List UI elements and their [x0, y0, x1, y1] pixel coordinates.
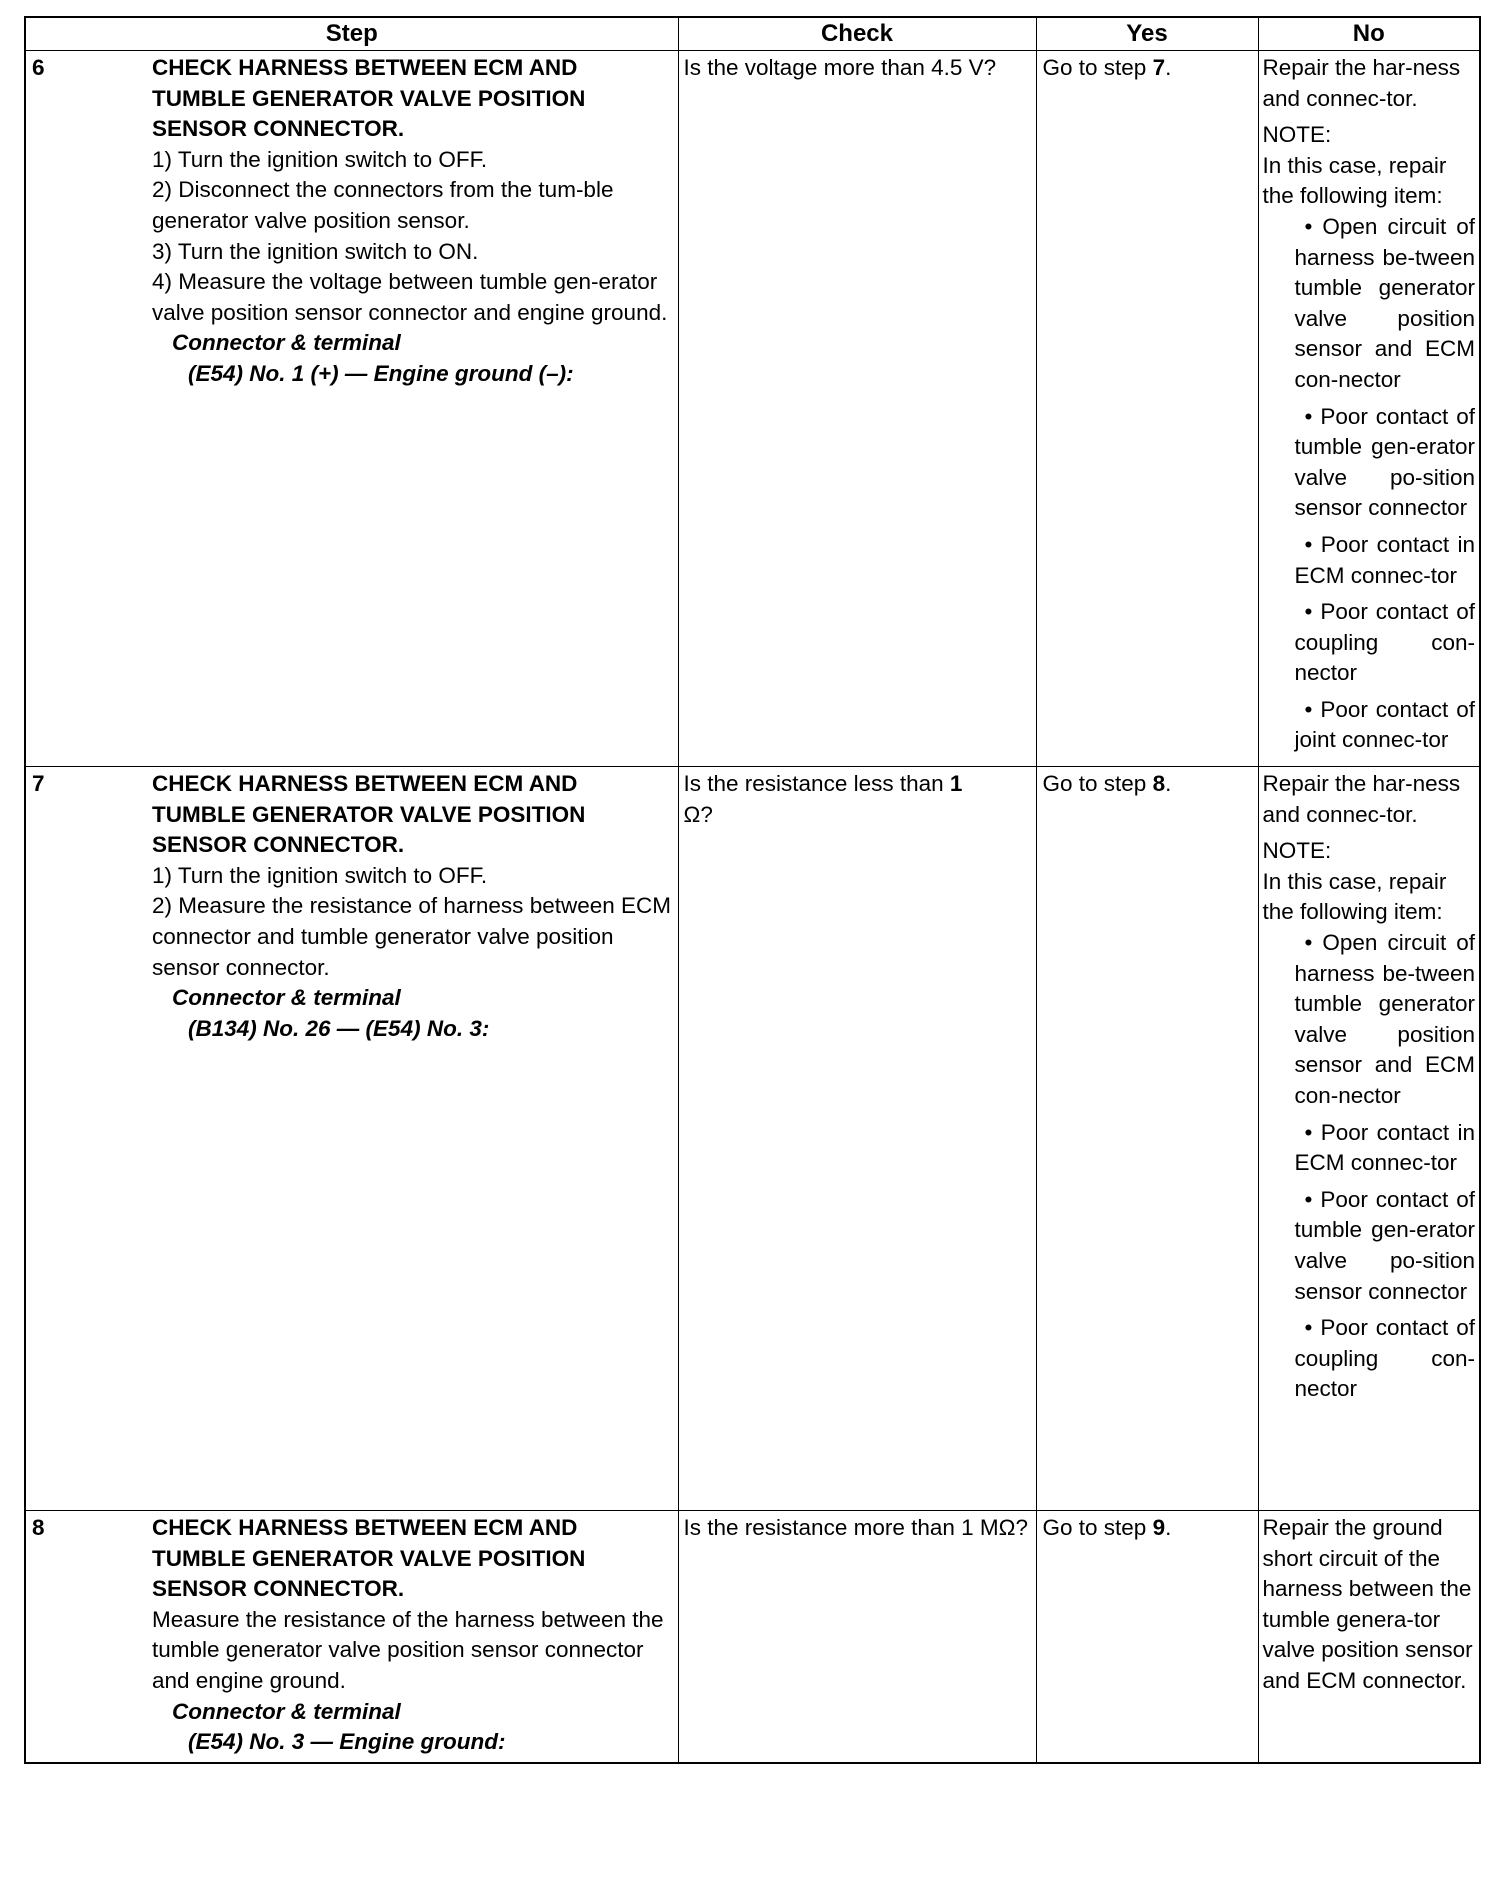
connector-terminal: (E54) No. 3 — Engine ground:	[188, 1729, 506, 1755]
connector-heading: Connector & terminal	[172, 330, 401, 356]
no-action: Repair the ground short circuit of the harness between the tumble genera-tor valve position sensor and ECM connector.	[1262, 1515, 1473, 1694]
no-action: Repair the har-ness and connec-tor.	[1262, 771, 1461, 827]
note-label: NOTE:	[1262, 838, 1332, 864]
step-title: CHECK HARNESS BETWEEN ECM AND TUMBLE GENERATOR VALVE POSITION SENSOR CONNECTOR.	[152, 1515, 586, 1602]
check-cell	[678, 51, 1036, 767]
step-number: 8	[32, 1515, 45, 1541]
no-cell	[1258, 51, 1480, 767]
check-cell	[678, 767, 1036, 1511]
instruction: 1) Turn the ignition switch to OFF.	[152, 862, 488, 888]
no-cell	[1258, 767, 1480, 1511]
no-action: Repair the har-ness and connec-tor.	[1262, 55, 1461, 111]
table-row	[25, 51, 1480, 767]
repair-item-list	[1263, 928, 1476, 1405]
connector-terminal: (B134) No. 26 — (E54) No. 3:	[188, 1015, 490, 1041]
list-item: • Poor contact of tumble gen-erator valve po-sition sensor connector	[1294, 1186, 1475, 1304]
note-intro: In this case, repair the following item:	[1262, 152, 1447, 209]
list-item: • Poor contact of joint connec-tor	[1294, 696, 1475, 753]
connector-heading: Connector & terminal	[172, 1698, 401, 1724]
yes-step-number: 7	[1152, 55, 1166, 80]
check-question: Is the resistance less than 1 Ω?	[683, 771, 963, 827]
repair-item-list	[1263, 212, 1476, 756]
list-item: • Poor contact of coupling con-nector	[1294, 1315, 1475, 1402]
yes-text: Go to step	[1042, 55, 1153, 80]
header-check: Check	[678, 17, 1036, 51]
note-intro: In this case, repair the following item:	[1262, 868, 1447, 925]
step-cell	[25, 51, 678, 767]
header-no: No	[1258, 17, 1480, 51]
check-cell	[678, 1511, 1036, 1763]
connector-heading: Connector & terminal	[172, 985, 401, 1011]
header-row	[25, 17, 1480, 51]
check-question: Is the resistance more than 1 MΩ?	[683, 1515, 1028, 1541]
note-label: NOTE:	[1262, 122, 1332, 148]
header-step: Step	[25, 17, 678, 51]
instruction: 2) Measure the resistance of harness between ECM connector and tumble generator valve position sensor connector.	[152, 893, 672, 980]
yes-step-number: 8	[1152, 771, 1166, 797]
list-item: • Open circuit of harness be-tween tumble generator valve position sensor and ECM con-nector	[1294, 213, 1475, 392]
list-item: • Poor contact of tumble gen-erator valve po-sition sensor connector	[1294, 403, 1475, 521]
step-title: CHECK HARNESS BETWEEN ECM AND TUMBLE GENERATOR VALVE POSITION SENSOR CONNECTOR.	[152, 55, 586, 142]
list-item: • Poor contact of coupling con-nector	[1294, 599, 1475, 686]
step-title: CHECK HARNESS BETWEEN ECM AND TUMBLE GENERATOR VALVE POSITION SENSOR CONNECTOR.	[152, 771, 586, 858]
instruction: Measure the resistance of the harness between the tumble generator valve position sensor connector and engine ground.	[152, 1606, 664, 1694]
step-number: 7	[32, 771, 45, 797]
yes-cell: Go to step 8.	[1036, 767, 1258, 1511]
instruction: 1) Turn the ignition switch to OFF.	[152, 146, 488, 172]
yes-text: Go to step	[1042, 771, 1153, 797]
yes-text: Go to step	[1042, 1515, 1153, 1541]
table-row	[25, 767, 1480, 1511]
list-item: • Poor contact in ECM connec-tor	[1294, 531, 1475, 588]
yes-step-number: 9	[1152, 1515, 1166, 1541]
connector-terminal: (E54) No. 1 (+) — Engine ground (–):	[188, 360, 574, 386]
step-number: 6	[32, 55, 45, 80]
instruction: 3) Turn the ignition switch to ON.	[152, 238, 479, 264]
yes-cell: Go to step 9.	[1036, 1511, 1258, 1763]
table-row	[25, 1511, 1480, 1763]
check-question: Is the voltage more than 4.5 V?	[683, 55, 997, 80]
step-cell	[25, 767, 678, 1511]
list-item: • Open circuit of harness be-tween tumble generator valve position sensor and ECM con-nector	[1294, 930, 1475, 1108]
instruction: 4) Measure the voltage between tumble gen-erator valve position sensor connector and engine ground.	[152, 269, 668, 325]
step-cell	[25, 1511, 678, 1763]
yes-cell: Go to step 7.	[1036, 51, 1258, 767]
instruction: 2) Disconnect the connectors from the tum-ble generator valve position sensor.	[152, 177, 614, 233]
list-item: • Poor contact in ECM connec-tor	[1294, 1119, 1475, 1176]
diagnostic-table	[24, 16, 1481, 1764]
no-cell	[1258, 1511, 1480, 1763]
header-yes: Yes	[1036, 17, 1258, 51]
